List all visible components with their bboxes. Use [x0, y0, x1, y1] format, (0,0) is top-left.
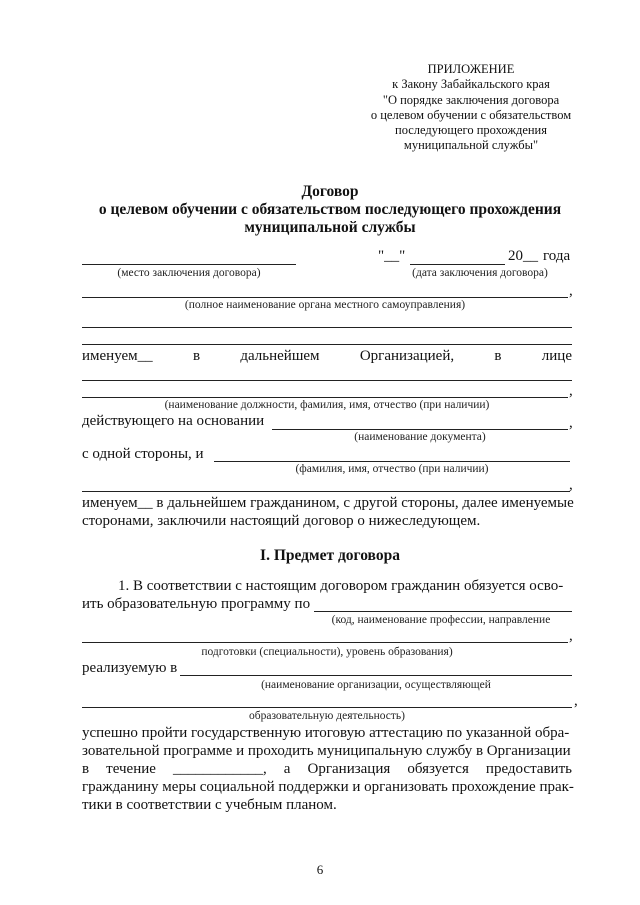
date-year: 20__ — [508, 248, 538, 264]
organ-blank-line-2 — [82, 327, 572, 328]
citizen-named-line: именуем__ в дальнейшем гражданином, с другой стороны, далее именуемые — [82, 495, 574, 511]
representative-blank-line-2 — [82, 397, 568, 398]
document-caption: (наименование документа) — [354, 431, 486, 443]
citizen-named-line-2: сторонами, заключили настоящий договор о нижеследующем. — [82, 513, 481, 529]
program-caption-2: подготовки (специальности), уровень образования) — [201, 646, 453, 658]
representative-blank-line — [82, 380, 572, 381]
word: в — [192, 348, 201, 364]
word: именуем__ — [82, 348, 153, 364]
annex-block — [330, 62, 612, 154]
organization-comma: , — [574, 693, 578, 709]
document-blank-line — [272, 429, 568, 430]
annex-line: муниципальной службы" — [403, 138, 539, 153]
fio-caption: (фамилия, имя, отчество (при наличии) — [295, 463, 489, 475]
realized-in-label: реализуемую в — [82, 660, 178, 676]
word: а — [283, 761, 291, 777]
fio-blank-line-2 — [82, 491, 570, 492]
annex-line: к Закону Забайкальского края — [392, 77, 550, 92]
organization-caption: (наименование организации, осуществляющей — [261, 679, 491, 691]
fio-comma: , — [569, 477, 573, 493]
annex-line: последующего прохождения — [395, 123, 547, 138]
organ-caption: (полное наименование органа местного самоуправления) — [184, 299, 466, 311]
position-caption: (наименование должности, фамилия, имя, отчество (при наличии) — [164, 399, 490, 411]
section-heading: I. Предмет договора — [260, 547, 400, 564]
annex-line: ПРИЛОЖЕНИЕ — [427, 62, 515, 76]
program-comma: , — [569, 628, 573, 644]
word: предоставить — [485, 761, 572, 777]
word: в — [494, 348, 502, 364]
paragraph-2-line-2: зовательной программе и проходить муниципальную службу в Организации — [82, 743, 571, 759]
word: Организацией, — [359, 348, 455, 364]
place-caption: (место заключения договора) — [117, 267, 261, 279]
named-organization-line — [82, 348, 572, 365]
word: ____________, — [172, 761, 267, 777]
title-line: Договор — [301, 183, 359, 200]
program-caption: (код, наименование профессии, направление — [331, 614, 551, 626]
date-month-line — [410, 264, 505, 265]
paragraph-2-line-1: успешно пройти государственную итоговую аттестацию по указанной обра- — [82, 725, 570, 741]
acting-basis-label: действующего на основании — [82, 413, 265, 429]
paragraph-2-line-5: тики в соответствии с учебным планом. — [82, 797, 337, 813]
paragraph-2-line-3 — [82, 761, 572, 778]
title-line: о целевом обучении с обязательством последующего прохождения — [98, 201, 562, 218]
word: лице — [541, 348, 572, 364]
date-year-word: года — [543, 248, 571, 264]
date-quote: "__" — [378, 248, 406, 264]
word: в — [82, 761, 90, 777]
page-number: 6 — [316, 862, 324, 877]
document-title — [60, 183, 600, 237]
organization-blank-line-2 — [82, 707, 572, 708]
representative-comma: , — [569, 383, 573, 399]
program-blank-line — [314, 611, 572, 612]
word: обязуется — [407, 761, 469, 777]
annex-line: о целевом обучении с обязательством — [370, 107, 572, 122]
paragraph-1-line-1: 1. В соответствии с настоящим договором гражданин обязуется осво- — [118, 578, 564, 594]
annex-line: "О порядке заключения договора — [382, 92, 560, 107]
one-side-label: с одной стороны, и — [82, 446, 204, 462]
program-blank-line-2 — [82, 642, 568, 643]
organ-blank-line-3 — [82, 344, 572, 345]
word: дальнейшем — [240, 348, 320, 364]
date-caption: (дата заключения договора) — [412, 267, 548, 279]
organization-blank-line — [180, 675, 572, 676]
word: Организация — [307, 761, 391, 777]
document-comma: , — [569, 415, 573, 431]
organ-blank-line — [82, 297, 568, 298]
title-line: муниципальной службы — [244, 219, 416, 236]
paragraph-2-line-4: гражданину меры социальной поддержки и организовать прохождение прак- — [82, 779, 574, 795]
fio-blank-line — [214, 461, 570, 462]
word: течение — [106, 761, 156, 777]
organ-comma: , — [569, 283, 573, 299]
organization-caption-2: образовательную деятельность) — [248, 710, 405, 722]
paragraph-1-line-2: ить образовательную программу по — [82, 596, 311, 612]
place-blank-line — [82, 264, 296, 265]
